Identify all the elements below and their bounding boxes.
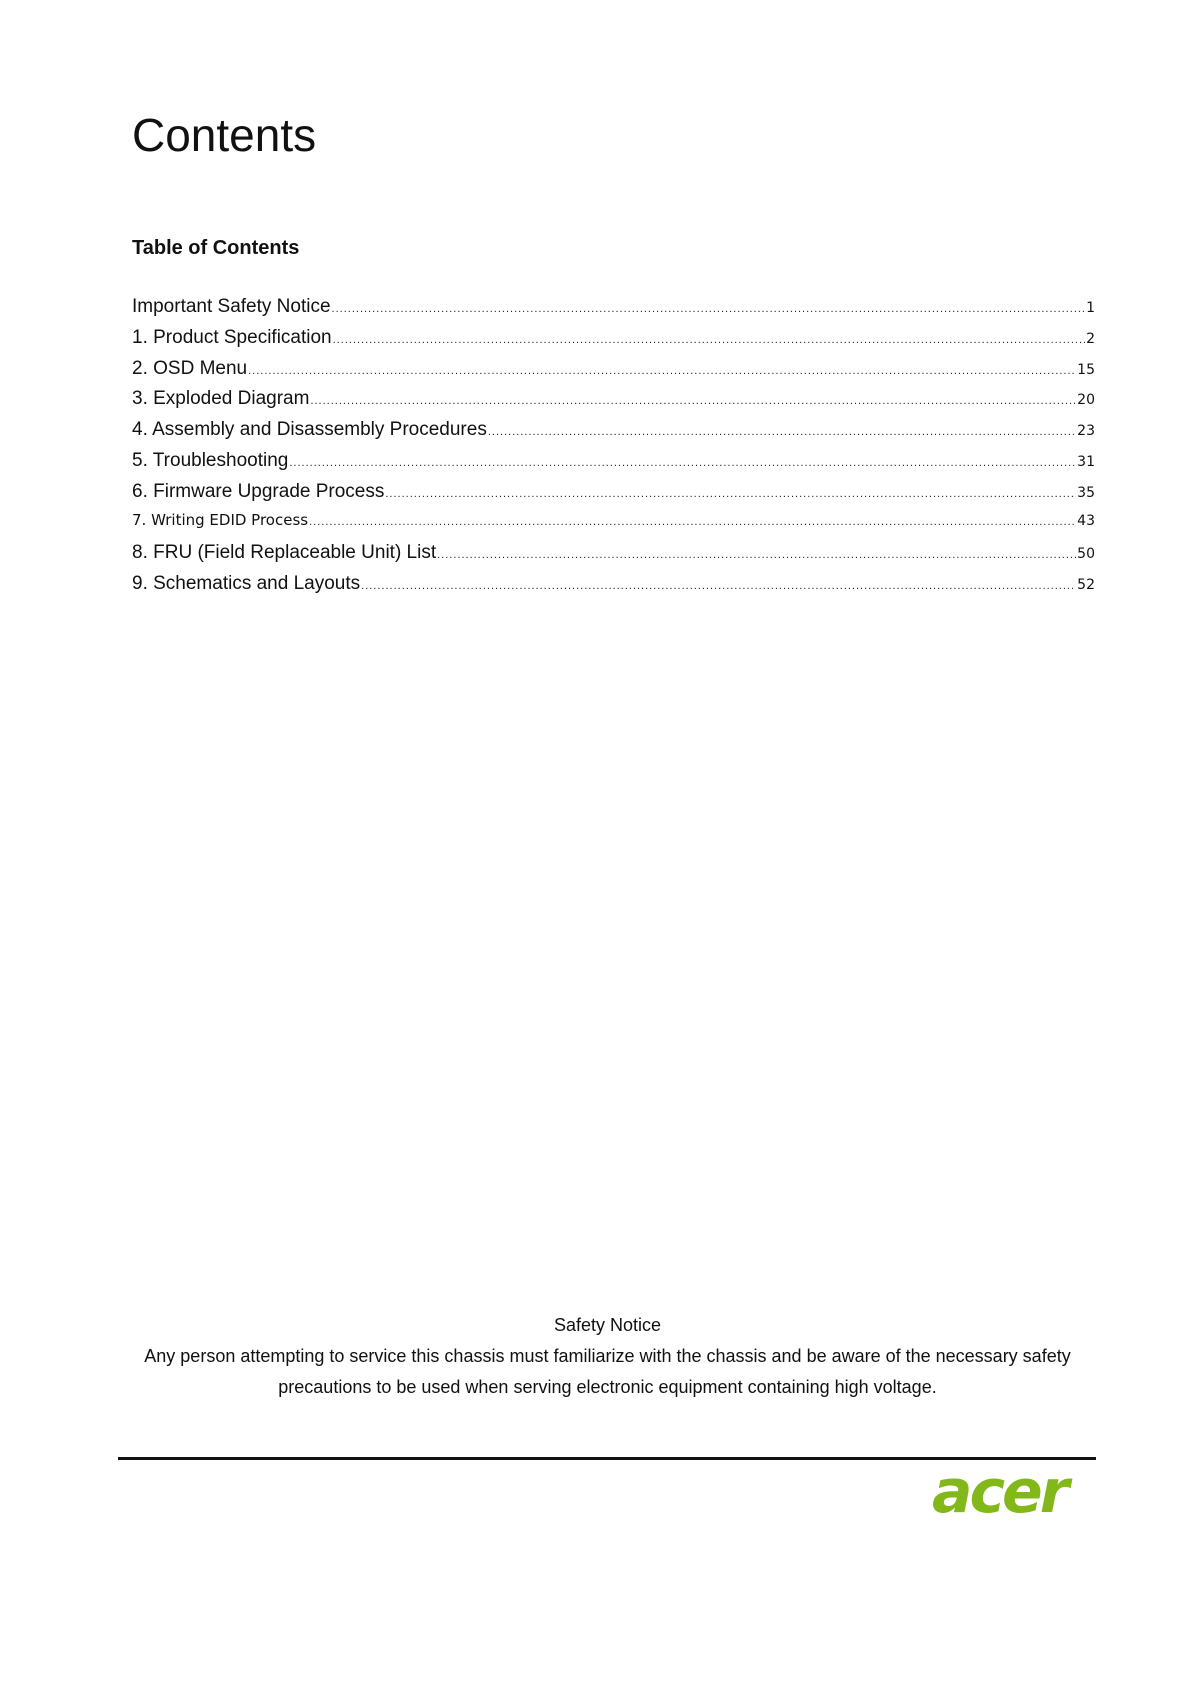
- toc-dot-leader: [309, 517, 1076, 528]
- toc-entry-fru-list[interactable]: [132, 543, 1095, 574]
- toc-dot-leader: [289, 458, 1076, 469]
- toc-entry-page: 52: [1077, 577, 1095, 594]
- toc-heading: Table of Contents: [132, 237, 300, 259]
- toc-entry-label: 5. Troubleshooting: [132, 449, 289, 471]
- toc-entry-writing-edid[interactable]: [132, 510, 1095, 544]
- toc-dot-leader: [385, 489, 1076, 500]
- toc-entry-troubleshooting[interactable]: [132, 451, 1095, 482]
- toc-entry-label: Important Safety Notice: [132, 296, 331, 317]
- toc-dot-leader: [488, 427, 1076, 438]
- toc-entry-page: 43: [1077, 512, 1095, 529]
- acer-logo: [928, 1460, 1096, 1530]
- toc-dot-leader: [437, 550, 1076, 561]
- toc-entry-schematics[interactable]: [132, 574, 1095, 605]
- toc-dot-leader: [310, 396, 1076, 407]
- toc-entry-page: 31: [1077, 453, 1095, 470]
- safety-notice-body: Any person attempting to service this chassis must familiarize with the chassis and be aware of the necessary safety precautions to be used when serving electronic equipment containing high voltage.: [144, 1346, 1071, 1397]
- toc-entry-page: 1: [1086, 300, 1095, 316]
- toc-entry-page: 50: [1077, 546, 1095, 563]
- toc-dot-leader: [333, 335, 1085, 346]
- toc-dot-leader: [361, 581, 1076, 592]
- toc-list: [132, 297, 1095, 605]
- toc-entry-firmware-upgrade[interactable]: [132, 482, 1095, 513]
- toc-entry-product-specification[interactable]: [132, 328, 1095, 359]
- toc-entry-label: 9. Schematics and Layouts: [132, 573, 361, 595]
- safety-notice-title: Safety Notice: [553, 1315, 662, 1335]
- toc-entry-safety-notice[interactable]: [132, 297, 1095, 328]
- toc-entry-label: 4. Assembly and Disassembly Procedures: [132, 419, 487, 441]
- toc-entry-label: 6. Firmware Upgrade Process: [132, 480, 385, 502]
- toc-entry-label: 7. Writing EDID Process: [132, 510, 309, 529]
- toc-entry-osd-menu[interactable]: [132, 359, 1095, 390]
- acer-logo-wordmark: acer: [932, 1460, 1067, 1527]
- toc-entry-page: 23: [1077, 423, 1095, 440]
- toc-entry-label: 1. Product Specification: [132, 326, 332, 348]
- toc-entry-exploded-diagram[interactable]: [132, 389, 1095, 420]
- page-title: Contents: [132, 109, 317, 161]
- toc-entry-page: 35: [1077, 484, 1095, 501]
- toc-entry-page: 2: [1086, 330, 1095, 347]
- toc-entry-label: 3. Exploded Diagram: [132, 388, 310, 410]
- toc-entry-page: 20: [1077, 392, 1095, 409]
- toc-entry-label: 8. FRU (Field Replaceable Unit) List: [132, 542, 437, 564]
- toc-entry-assembly-procedures[interactable]: [132, 420, 1095, 451]
- toc-dot-leader: [332, 304, 1086, 315]
- safety-notice: [120, 1310, 1095, 1403]
- toc-entry-page: 15: [1077, 361, 1095, 378]
- toc-dot-leader: [248, 366, 1076, 377]
- toc-entry-label: 2. OSD Menu: [132, 357, 248, 379]
